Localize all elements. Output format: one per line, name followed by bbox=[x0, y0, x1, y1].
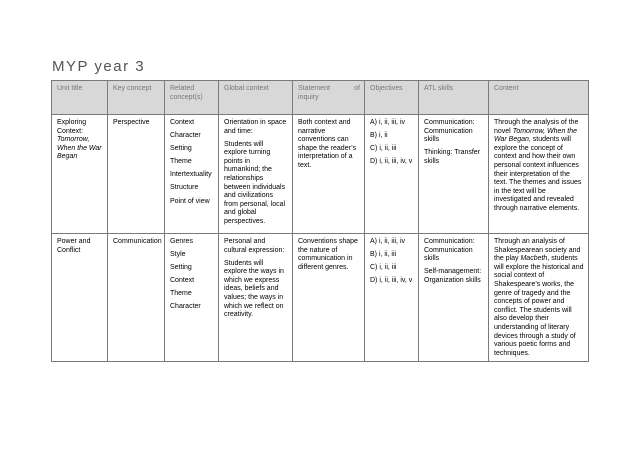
atl-skill: Thinking: Transfer skills bbox=[424, 149, 481, 165]
related-concept: Theme bbox=[170, 290, 192, 298]
header-atl-skills: ATL skills bbox=[419, 81, 489, 115]
header-statement-word: Statement bbox=[298, 85, 330, 92]
header-global-context: Global context bbox=[219, 81, 293, 115]
global-context-title: Personal and cultural expression: bbox=[224, 238, 285, 254]
objective-item: B) i, ii, iii bbox=[370, 251, 397, 259]
header-objectives: Objectives bbox=[365, 81, 419, 115]
cell-statement-of-inquiry: Both context and narrative conventions can shape the reader’s interpretation of a text. bbox=[293, 115, 365, 234]
header-statement-of-inquiry bbox=[293, 81, 365, 115]
content-text-start: Through an analysis of Shakespearean society and the play bbox=[494, 238, 581, 263]
content-text-end: , students will explore the historical and social context of Shakespeare’s works, the genre of tragedy and the concepts of power and conflict. The students will also develop their understanding of literary devices through a study of various poetic forms and techniques. bbox=[494, 255, 584, 357]
related-concept: Intertextuality bbox=[170, 171, 212, 179]
objective-item: D) i, ii, iii, iv, v bbox=[370, 158, 413, 166]
atl-skill: Communication: Communication skills bbox=[424, 119, 475, 144]
table-row bbox=[52, 115, 589, 234]
cell-key-concept: Communication bbox=[108, 234, 165, 362]
header-unit-title: Unit title bbox=[52, 81, 108, 115]
cell-unit-title bbox=[52, 234, 108, 362]
related-concept: Genres bbox=[170, 238, 193, 245]
atl-skill: Self-management: Organization skills bbox=[424, 268, 482, 284]
related-concept: Character bbox=[170, 132, 201, 140]
cell-global-context bbox=[219, 115, 293, 234]
related-concept: Theme bbox=[170, 158, 192, 166]
cell-atl-skills bbox=[419, 234, 489, 362]
objective-item: C) i, ii, iii bbox=[370, 264, 397, 272]
related-concept: Style bbox=[170, 251, 186, 259]
atl-skill: Communication: Communication skills bbox=[424, 238, 475, 263]
cell-global-context bbox=[219, 234, 293, 362]
cell-unit-title bbox=[52, 115, 108, 234]
cell-related-concepts bbox=[165, 115, 219, 234]
header-related-concepts: Related concept(s) bbox=[165, 81, 219, 115]
cell-atl-skills bbox=[419, 115, 489, 234]
table-header-row bbox=[52, 81, 589, 115]
content-text-end: , students will explore the concept of context and how their own personal context influences their interpretation of the text. The themes and issues in the text will be investigated and revealed through narrative elements. bbox=[494, 136, 582, 212]
objective-item: A) i, ii, iii, iv bbox=[370, 238, 405, 245]
content-play-title: Macbeth bbox=[520, 255, 548, 263]
objective-item: A) i, ii, iii, iv bbox=[370, 119, 405, 126]
unit-plan-table bbox=[51, 80, 589, 362]
objective-item: D) i, ii, iii, iv, v bbox=[370, 277, 413, 285]
global-context-description: Students will explore the ways in which we express ideas, beliefs and values; the ways in which we reflect on creativity. bbox=[224, 259, 284, 319]
content-novel-title: Tomorrow, When the War Began bbox=[494, 127, 578, 144]
unit-title-text: Exploring Context: bbox=[57, 119, 87, 135]
related-concept: Setting bbox=[170, 145, 192, 153]
page-title: MYP year 3 bbox=[52, 58, 146, 75]
related-concept: Setting bbox=[170, 264, 192, 272]
cell-related-concepts bbox=[165, 234, 219, 362]
header-key-concept: Key concept bbox=[108, 81, 165, 115]
cell-objectives bbox=[365, 234, 419, 362]
related-concept: Structure bbox=[170, 184, 199, 192]
global-context-title: Orientation in space and time: bbox=[224, 119, 287, 135]
cell-statement-of-inquiry: Conventions shape the nature of communication in different genres. bbox=[293, 234, 365, 362]
header-inquiry-word: inquiry bbox=[298, 93, 319, 101]
cell-content bbox=[489, 234, 589, 362]
content-text-start: Through the analysis of the novel bbox=[494, 119, 579, 135]
objective-item: B) i, ii bbox=[370, 132, 388, 140]
related-concept: Context bbox=[170, 277, 195, 285]
header-of-word: of bbox=[354, 85, 360, 92]
cell-content bbox=[489, 115, 589, 234]
cell-objectives bbox=[365, 115, 419, 234]
unit-title-text: Power and Conflict bbox=[57, 238, 91, 254]
header-content: Content bbox=[489, 81, 589, 115]
global-context-description: Students will explore turning points in humankind; the relationships between individuals and civilizations from personal, local and global perspectives. bbox=[224, 140, 286, 226]
objective-item: C) i, ii, iii bbox=[370, 145, 397, 153]
unit-title-novel: Tomorrow, When the War Began bbox=[57, 136, 102, 161]
cell-key-concept: Perspective bbox=[108, 115, 165, 234]
table-row bbox=[52, 234, 589, 362]
related-concept: Point of view bbox=[170, 197, 210, 205]
related-concept: Character bbox=[170, 303, 201, 311]
related-concept: Context bbox=[170, 119, 195, 126]
